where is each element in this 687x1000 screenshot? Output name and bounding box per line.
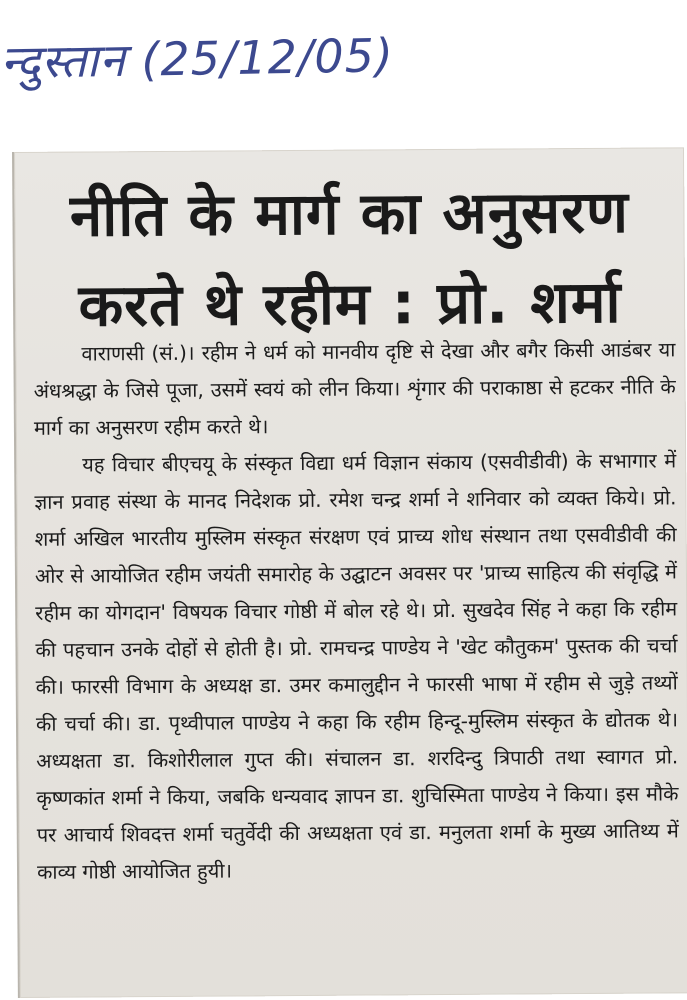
article-paragraph: वाराणसी (सं.)। रहीम ने धर्म को मानवीय दृष्टि से देखा और बगैर किसी आडंबर या अंधश्रद्धा के जिसे पूजा, उसमें स्वयं को लीन किया। शृंगार की पराकाष्ठा से हटकर नीति के मार्ग का अनुसरण रहीम करते थे। <box>33 337 676 440</box>
newspaper-clipping <box>12 147 687 998</box>
handwritten-note: न्दुस्तान (25/12/05) <box>0 28 395 89</box>
article-body <box>33 331 679 890</box>
headline-line-1: नीति के मार्ग का अनुसरण <box>69 177 630 250</box>
article-paragraph: यह विचार बीएचयू के संस्कृत विद्या धर्म विज्ञान संकाय (एसवीडीवी) के सभागार में ज्ञान प्रवाह संस्था के मानद निदेशक प्रो. रमेश चन्द्र शर्मा ने शनिवार को व्यक्त किये। प्रो. शर्मा अखिल भारतीय मुस्लिम संस्कृत संरक्षण एवं प्राच्य शोध संस्थान तथा एसवीडीवी की ओर से आयोजित रहीम जयंती समारोह के उद्घाटन अवसर पर 'प्राच्य साहित्य की संवृद्धि में रहीम का योगदान' विषयक विचार गोष्ठी में बोल रहे थे। प्रो. सुखदेव सिंह ने कहा कि रहीम की पहचान उनके दोहों से होती है। प्रो. रामचन्द्र पाण्डेय ने 'खेट कौतुकम' पुस्तक की चर्चा की। फारसी विभाग के अध्यक्ष डा. उमर कमालुद्दीन ने फारसी भाषा में रहीम से जुड़े तथ्यों की चर्चा की। डा. पृथ्वीपाल पाण्डेय ने कहा कि रहीम हिन्दू-मुस्लिम संस्कृत के द्योतक थे। अध्यक्षता डा. किशोरीलाल गुप्त की। संचालन डा. शरदिन्दु त्रिपाठी तथा स्वागत प्रो. कृष्णकांत शर्मा ने किया, जबकि धन्यवाद ज्ञापन डा. शुचिस्मिता पाण्डेय ने किया। इस मौके पर आचार्य शिवदत्त शर्मा चतुर्वेदी की अध्यक्षता एवं डा. मनुलता शर्मा के मुख्य आतिथ्य में काव्य गोष्ठी आयोजित हुयी। <box>34 448 679 884</box>
headline-line-2: करते थे रहीम : प्रो. शर्मा <box>78 267 622 340</box>
handwritten-annotation <box>0 22 687 102</box>
